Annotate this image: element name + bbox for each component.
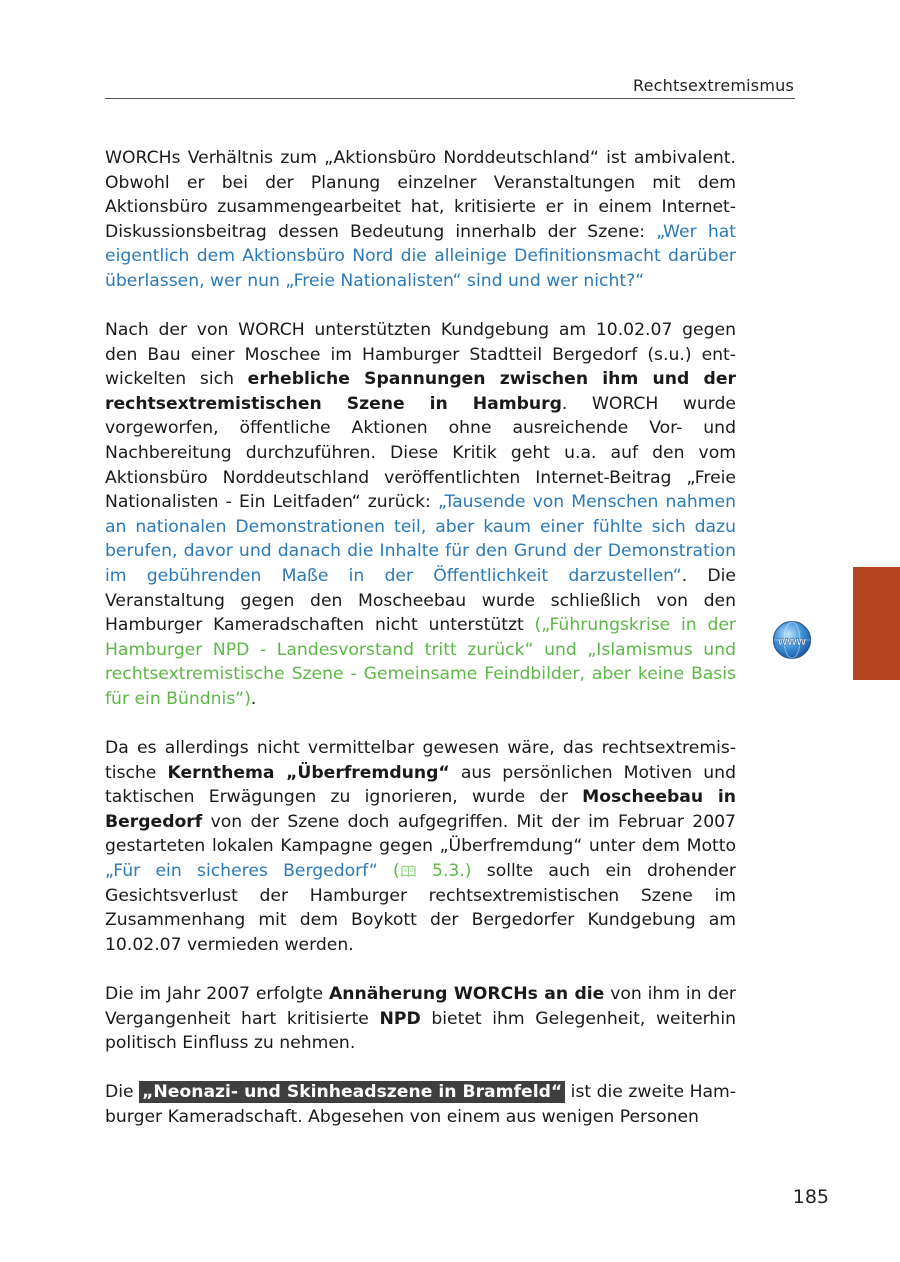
p2-bold: erhebliche Spannungen zwischen ihm und der rechtsextremistischen Szene in Hamburg [105,369,736,414]
paragraph-2 [105,318,736,712]
paragraph-5 [105,1080,736,1129]
www-globe-icon[interactable] [771,620,813,660]
www-label: www [777,634,807,648]
book-icon [401,865,416,877]
paragraph-3 [105,736,736,957]
p2-quote: „Tausende von Menschen nahmen an nationalen Demonstrationen teil, aber kaum einer fühlte sich dazu berufen, davor und danach die Inhalte für den Grund der Demonstration im gebührenden Maße in der Öffentlichkeit darzustellen“ [105,492,736,586]
p5-highlight: „Neonazi- und Skinheadszene in Bramfeld“ [139,1081,565,1103]
p4-bold-2: NPD [379,1008,421,1029]
p4-text-3: bietet ihm Gelegenheit, weiterhin politisch Einfluss zu nehmen. [105,1008,736,1054]
p3-bold-2: Moscheebau in Bergedorf [105,787,736,832]
p3-chapter-ref[interactable]: 5.3.) [416,861,472,882]
running-header: Rechtsextremismus [633,76,794,95]
p3-text-4: sollte auch ein drohender Gesichtsverlust der Hamburger rechtsextremistischen Szene im Zusammenhang mit dem Boykott der Bergedorfer Kundgebung am 10.02.07 vermieden werden. [105,861,736,955]
p3-text-3: von der Szene doch aufgegriffen. Mit der im Februar 2007 gestarteten lokalen Kampagne gegen „Überfremdung“ unter dem Motto [105,811,736,857]
paragraph-4 [105,982,736,1056]
p2-text-4: . [250,688,257,709]
p2-text-3: . Die Veranstaltung gegen den Moscheebau wurde schließlich von den Hamburger Kameradschaften nicht unterstützt [105,566,736,636]
p2-related-links[interactable]: („Führungskrise in der Hamburger NPD - Landesvorstand tritt zurück“ und „Islamismus und rechtsextremistische Szene - Gemeinsame Feindbilder, aber keine Basis für ein Bündnis“) [105,615,736,709]
header-rule [105,98,795,99]
p4-text-2: von ihm in der Vergangenheit hart kritisierte [105,983,736,1029]
body-text [105,146,736,1154]
p1-quote: „Wer hat eigentlich dem Aktionsbüro Nord die alleinige Definitionsmacht darüber überlassen, wer nun „Freie Nationalisten“ sind und wer nicht?“ [105,221,736,291]
paragraph-1 [105,146,736,294]
p4-bold-1: Annäherung WORCHs an die [328,983,605,1004]
chapter-tab [853,567,900,680]
p3-bold-1: Kernthema „Überfremdung“ [167,762,450,783]
p3-quote: „Für ein sicheres Bergedorf“ [105,861,378,882]
p3-paren-open: ( [377,861,400,882]
p3-text-1: Da es allerdings nicht vermittelbar gewesen wäre, das rechtsextremistische [105,738,736,783]
p2-text-1: Nach der von WORCH unterstützten Kundgebung am 10.02.07 gegen den Bau einer Moschee im Hamburger Stadtteil Bergedorf (s.u.) entwickelten sich [105,320,736,390]
p3-text-2: aus persönlichen Motiven und taktischen Erwägungen zu ignorieren, wurde der [105,762,736,808]
p2-text-2: . WORCH wurde vorgeworfen, öffentliche Aktionen ohne ausreichende Vor- und Nachbereitung durchzuführen. Diese Kritik geht u.a. auf den vom Aktionsbüro Norddeutschland veröffentlichten Internet-Beitrag „Freie Nationalisten - Ein Leitfaden“ zurück: [105,393,736,513]
page-number: 185 [792,1186,829,1208]
p5-text-1: Die [105,1082,140,1103]
p4-text-1: Die im Jahr 2007 erfolgte [105,983,329,1004]
p1-text: WORCHs Verhältnis zum „Aktionsbüro Norddeutschland“ ist ambivalent. Obwohl er bei der Planung einzelner Veranstaltungen mit dem Aktionsbüro zusammengearbeitet hat, kritisierte er in einem Internet-Diskussionsbeitrag dessen Bedeutung innerhalb der Szene: [105,148,736,242]
p5-text-2: ist die zweite Hamburger Kameradschaft. Abgesehen von einem aus wenigen Personen [105,1082,736,1127]
